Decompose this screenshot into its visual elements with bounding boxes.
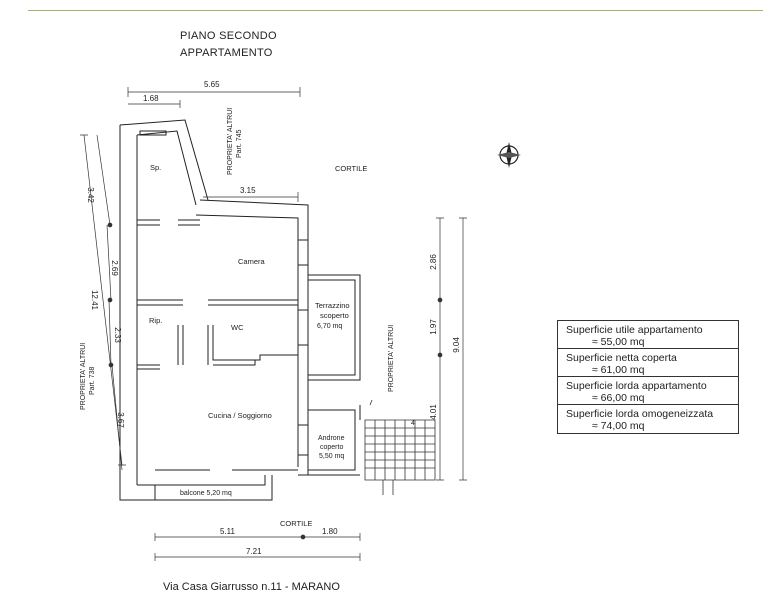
dim-left-2: 2.69: [110, 260, 119, 276]
dim-right-1: 2.86: [429, 254, 438, 270]
room-cucina: Cucina / Soggiorno: [208, 411, 272, 420]
area-label: Superficie netta coperta: [566, 352, 677, 364]
room-terrazzino-line3: 6,70 mq: [317, 323, 343, 330]
room-rip: Rip.: [149, 316, 163, 325]
area-row: [558, 321, 738, 349]
area-value: ≈ 66,00 mq: [592, 392, 645, 404]
wall-top-right: [200, 200, 308, 475]
dim-left-4: 3.67: [116, 412, 125, 428]
dim-left-total: 12.41: [90, 289, 99, 311]
dim-bottom-2: 1.80: [322, 527, 338, 536]
label-cortile-bottom: CORTILE: [280, 519, 313, 528]
area-row: [558, 405, 738, 433]
compass-icon: [497, 142, 521, 168]
label-stair-number: 4: [411, 420, 415, 427]
dim-right-3: 4.01: [429, 404, 438, 420]
label-prop-right: PROPRIETA' ALTRUI: [388, 324, 395, 392]
area-label: Superficie lorda appartamento: [566, 380, 707, 392]
outer-wall-left: [120, 125, 272, 500]
label-prop-left-line2: Part. 738: [89, 366, 96, 395]
area-value: ≈ 74,00 mq: [592, 420, 645, 432]
dim-left-3: 2.33: [113, 327, 122, 343]
label-prop-top-line2: Part. 745: [236, 129, 243, 158]
dim-inner-top: 3.15: [240, 186, 256, 195]
dim-right-2: 1.97: [429, 319, 438, 335]
room-camera: Camera: [238, 257, 265, 266]
label-prop-top-line1: PROPRIETA' ALTRUI: [227, 107, 234, 175]
dim-top-left: 1.68: [143, 94, 159, 103]
dim-left-1: 3.42: [86, 187, 95, 203]
plan-title-line2: APPARTAMENTO: [180, 47, 273, 59]
room-sp: Sp.: [150, 163, 162, 172]
dim-right-total: 9.04: [452, 337, 461, 353]
room-wc: WC: [231, 323, 244, 332]
room-androne-line1: Androne: [318, 435, 345, 442]
area-label: Superficie lorda omogeneizzata: [566, 408, 714, 420]
area-summary-table: [557, 320, 739, 434]
area-value: ≈ 55,00 mq: [592, 336, 645, 348]
room-terrazzino-line1: Terrazzino: [315, 301, 350, 310]
area-value: ≈ 61,00 mq: [592, 364, 645, 376]
plan-title-line1: PIANO SECONDO: [180, 30, 277, 42]
room-androne-line2: coperto: [320, 444, 344, 451]
area-row: [558, 377, 738, 405]
dimension-lines: [80, 87, 467, 561]
staircase: [365, 400, 435, 495]
dim-bottom-total: 7.21: [246, 547, 262, 556]
room-balcone: balcone 5,20 mq: [180, 490, 232, 497]
balcone-outline: [155, 475, 265, 485]
label-prop-left-line1: PROPRIETA' ALTRUI: [80, 342, 87, 410]
area-label: Superficie utile appartamento: [566, 324, 703, 336]
room-androne-line3: 5,50 mq: [319, 453, 345, 460]
wall-wc: [208, 325, 298, 365]
room-terrazzino-line2: scoperto: [320, 311, 349, 320]
address-caption: Via Casa Giarrusso n.11 - MARANO: [163, 581, 340, 593]
label-cortile-top: CORTILE: [335, 164, 368, 173]
androne-outline: [298, 410, 360, 475]
dim-top-total: 5.65: [204, 80, 220, 89]
area-row: [558, 349, 738, 377]
dim-bottom-1: 5.11: [220, 527, 235, 536]
wall-rip: [178, 325, 183, 365]
